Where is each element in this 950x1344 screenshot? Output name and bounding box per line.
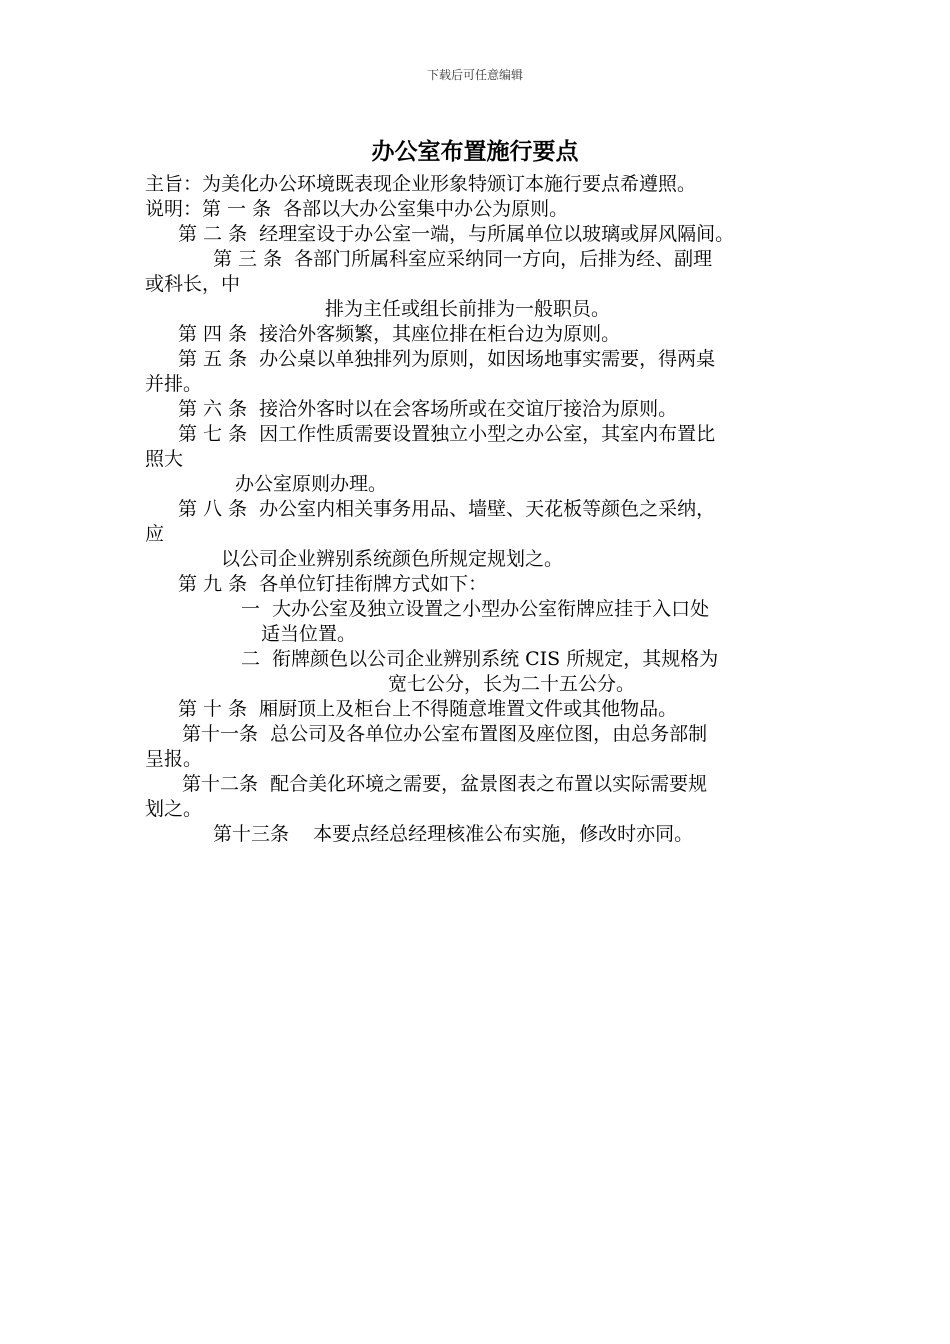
article-2-line: 第 二 条 经理室设于办公室一端，与所属单位以玻璃或屏风隔间。	[178, 223, 735, 245]
article-9-item-2-line: 二 衔牌颜色以公司企业辨别系统 CIS 所规定，其规格为	[241, 648, 719, 670]
article-9-item-2-cont-line: 宽七公分，长为二十五公分。	[388, 673, 636, 695]
article-3-cont-line-2: 排为主任或组长前排为一般职员。	[325, 298, 611, 320]
purpose-line: 主旨：为美化办公环境既表现企业形象特颁订本施行要点希遵照。	[145, 173, 697, 195]
article-11-line: 第十一条 总公司及各单位办公室布置图及座位图，由总务部制	[182, 723, 708, 745]
document-title: 办公室布置施行要点	[371, 139, 579, 165]
article-10-line: 第 十 条 厢厨顶上及柜台上不得随意堆置文件或其他物品。	[178, 698, 678, 720]
article-9-item-1-cont-line: 适当位置。	[261, 623, 357, 645]
article-7-line: 第 七 条 因工作性质需要设置独立小型之办公室，其室内布置比	[178, 423, 716, 445]
article-5-cont-line: 并排。	[145, 373, 203, 395]
article-12-line: 第十二条 配合美化环境之需要，盆景图表之布置以实际需要规	[182, 773, 708, 795]
article-4-line: 第 四 条 接洽外客频繁，其座位排在柜台边为原则。	[178, 323, 621, 345]
article-6-line: 第 六 条 接洽外客时以在会客场所或在交谊厅接洽为原则。	[178, 398, 678, 420]
article-7-cont-line: 照大	[145, 448, 184, 470]
article-11-cont-line: 呈报。	[145, 748, 203, 770]
article-9-line: 第 九 条 各单位钉挂衔牌方式如下：	[178, 573, 488, 595]
article-12-cont-line: 划之。	[145, 798, 203, 820]
header-note: 下载后可任意编辑	[426, 68, 523, 82]
article-13-line: 第十三条 本要点经总经理核准公布实施，修改时亦同。	[213, 823, 694, 845]
article-3-cont-line: 或科长，中	[145, 273, 241, 295]
article-8-line: 第 八 条 办公室内相关事务用品、墙壁、天花板等颜色之采纳，	[178, 498, 716, 520]
article-1-line: 说明：第 一 条 各部以大办公室集中办公为原则。	[145, 198, 569, 220]
article-3-line: 第 三 条 各部门所属科室应采纳同一方向，后排为经、副理	[213, 248, 713, 270]
article-5-line: 第 五 条 办公桌以单独排列为原则，如因场地事实需要，得两桌	[178, 348, 716, 370]
article-9-item-1-line: 一 大办公室及独立设置之小型办公室衔牌应挂于入口处	[241, 598, 710, 620]
article-8-cont-line-2: 以公司企业辨别系统颜色所规定规划之。	[221, 548, 564, 570]
article-8-cont-line: 应	[145, 523, 165, 545]
article-7-cont-line-2: 办公室原则办理。	[235, 473, 388, 495]
document-body	[145, 172, 815, 847]
